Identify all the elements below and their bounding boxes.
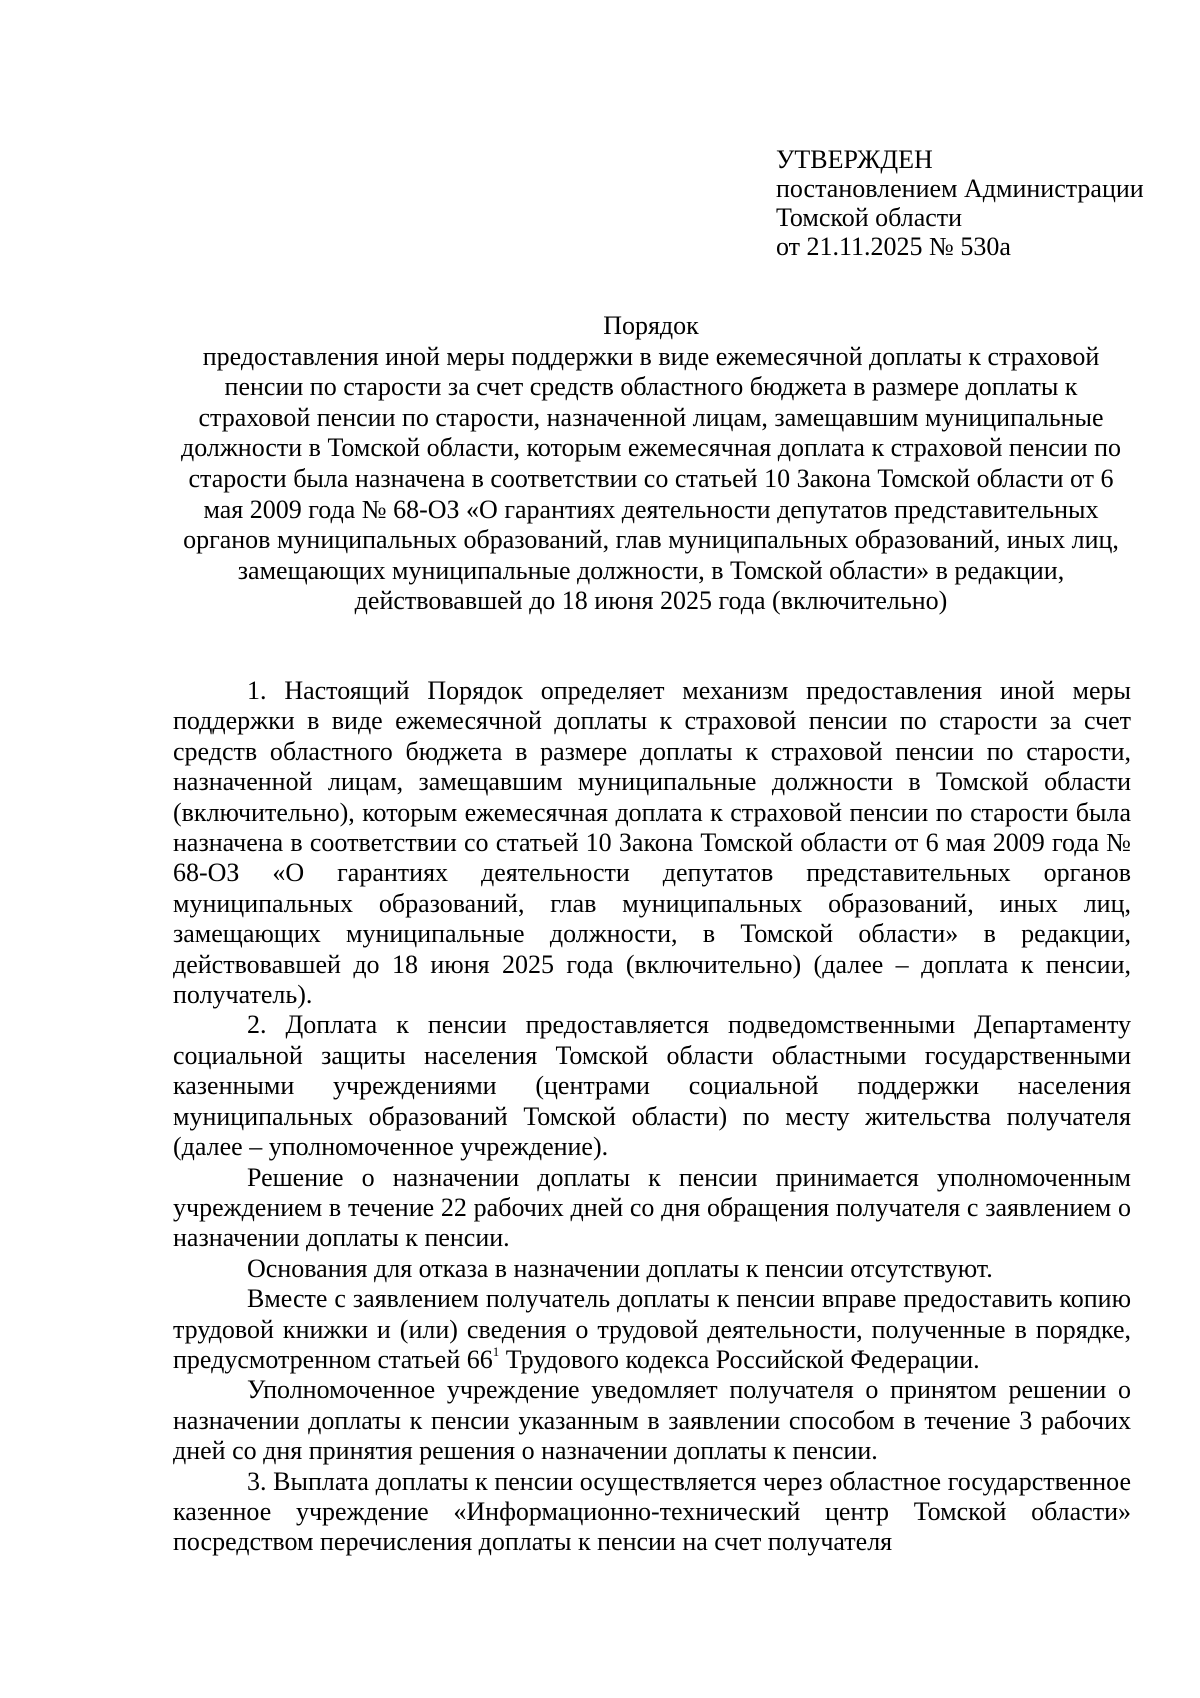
paragraph-5 [173, 1284, 1131, 1375]
approval-heading: УТВЕРЖДЕН [776, 145, 933, 174]
paragraph-2: 2. Доплата к пенсии предоставляется подведомственными Департаменту социальной защиты населения Томской области областными государственными казенными учреждениями (центрами социальной поддержки населения муниципальных образований Томской области) по месту жительства получателя (далее – уполномоченное учреждение). [173, 1010, 1131, 1162]
title-subtitle: предоставления иной меры поддержки в виде ежемесячной доплаты к страховой пенсии по старости за счет средств областного бюджета в размере доплаты к страховой пенсии по старости, назначенной лицам, замещавшим муниципальные должности в Томской области, которым ежемесячная доплата к страховой пенсии по старости была назначена в соответствии со статьей 10 Закона Томской области от 6 мая 2009 года № 68-ОЗ «О гарантиях деятельности депутатов представительных органов муниципальных образований, глав муниципальных образований, иных лиц, замещающих муниципальные должности, в Томской области» в редакции, действовавшей до 18 июня 2025 года (включительно) [180, 341, 1122, 616]
document-body [173, 676, 1131, 1558]
paragraph-5-text: Вместе с заявлением получатель доплаты к пенсии вправе предоставить копию трудовой книжки и (или) сведения о трудовой деятельности, полученные в порядке, предусмотренном статьей 66 [173, 1284, 1131, 1374]
paragraph-3: Решение о назначении доплаты к пенсии принимается уполномоченным учреждением в течение 22 рабочих дней со дня обращения получателя с заявлением о назначении доплаты к пенсии. [173, 1162, 1131, 1253]
paragraph-6: Уполномоченное учреждение уведомляет получателя о принятом решении о назначении доплаты к пенсии указанным в заявлении способом в течение 3 рабочих дней со дня принятия решения о назначении доплаты к пенсии. [173, 1375, 1131, 1466]
paragraph-4: Основания для отказа в назначении доплаты к пенсии отсутствуют. [247, 1253, 993, 1283]
title-heading: Порядок [603, 311, 699, 340]
paragraph-7: 3. Выплата доплаты к пенсии осуществляется через областное государственное казенное учреждение «Информационно-технический центр Томской области» посредством перечисления доплаты к пенсии на счет получателя [173, 1466, 1131, 1557]
paragraph-1: 1. Настоящий Порядок определяет механизм предоставления иной меры поддержки в виде ежемесячной доплаты к страховой пенсии по старости за счет средств областного бюджета в размере доплаты к страховой пенсии по старости, назначенной лицам, замещавшим муниципальные должности в Томской области (включительно), которым ежемесячная доплата к страховой пенсии по старости была назначена в соответствии со статьей 10 Закона Томской области от 6 мая 2009 года № 68-ОЗ «О гарантиях деятельности депутатов представительных органов муниципальных образований, глав муниципальных образований, иных лиц, замещающих муниципальные должности, в Томской области» в редакции, действовавшей до 18 июня 2025 года (включительно) (далее – доплата к пенсии, получатель). [173, 676, 1131, 1010]
document-title [168, 311, 1134, 617]
approval-line-1: постановлением Администрации [776, 174, 1144, 203]
approval-line-2: Томской области [776, 203, 963, 232]
paragraph-5-text-end: Трудового кодекса Российской Федерации. [499, 1344, 980, 1374]
approval-line-3: от 21.11.2025 № 530а [776, 232, 1011, 261]
footnote-marker: 1 [492, 1343, 500, 1359]
approval-block [776, 145, 1176, 261]
